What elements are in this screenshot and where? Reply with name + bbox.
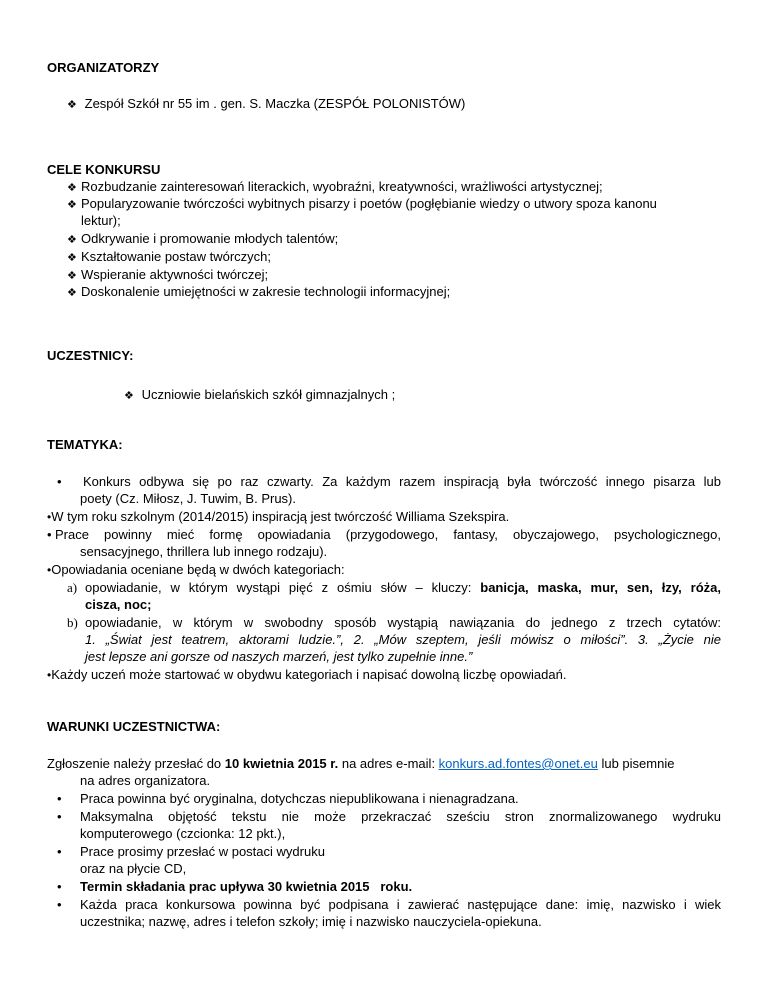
bullet-icon: •	[57, 879, 62, 894]
goals-heading: CELE KONKURSU	[47, 162, 161, 177]
topics-paragraph-3: Prace powinny mieć formę opowiadania (przygodowego, fantasy, obyczajowego, psychologicznego,	[55, 527, 721, 542]
bullet-icon: •	[47, 668, 52, 682]
participants-item: ❖ Uczniowie bielańskich szkół gimnazjalnych ;	[124, 386, 395, 405]
topics-paragraph-3-cont: sensacyjnego, thrillera lub innego rodzaju).	[80, 544, 328, 559]
diamond-bullet-icon: ❖	[67, 182, 77, 194]
conditions-item: Praca powinna być oryginalna, dotychczas niepublikowana i nienagradzana.	[80, 791, 519, 806]
goals-item: ❖ Wspieranie aktywności twórczej;	[67, 266, 268, 285]
goals-item: ❖ Doskonalenie umiejętności w zakresie technologii informacyjnej;	[67, 283, 450, 302]
conditions-item-cont: oraz na płycie CD,	[80, 861, 187, 876]
list-marker-a: a)	[67, 580, 78, 595]
topics-paragraph-2: •W tym roku szkolnym (2014/2015) inspiracją jest twórczość Williama Szekspira.	[47, 509, 510, 524]
topics-bullet-icon: •	[57, 474, 62, 489]
bullet-icon: •	[57, 791, 62, 806]
list-marker-b: b)	[67, 615, 78, 630]
diamond-bullet-icon: ❖	[67, 234, 77, 246]
conditions-item: Maksymalna objętość tekstu nie może przekraczać sześciu stron znormalizowanego wydruku	[80, 809, 721, 824]
conditions-intro: Zgłoszenie należy przesłać do 10 kwietnia 2015 r. na adres e-mail: konkurs.ad.fontes@onet.eu lub pisemnie	[47, 756, 675, 771]
diamond-bullet-icon: ❖	[67, 287, 77, 299]
topics-quote-line-2: jest lepsze ani gorsze od naszych marzeń, jest tylko zupełnie inne.”	[85, 649, 473, 664]
goals-item-continuation: lektur);	[81, 213, 121, 228]
diamond-bullet-icon: ❖	[67, 270, 77, 282]
bullet-icon: •	[57, 844, 62, 859]
email-link[interactable]: konkurs.ad.fontes@onet.eu	[438, 756, 598, 771]
topics-bullet-icon: •	[47, 527, 52, 542]
conditions-item: Prace prosimy przesłać w postaci wydruku	[80, 844, 325, 859]
goals-item: ❖ Popularyzowanie twórczości wybitnych pisarzy i poetów (pogłębianie wiedzy o utwory spoza kanonu	[67, 195, 657, 214]
diamond-bullet-icon: ❖	[67, 99, 77, 111]
conditions-item-cont: komputerowego (czcionka: 12 pkt.),	[80, 826, 286, 841]
conditions-intro-cont: na adres organizatora.	[80, 773, 211, 788]
goals-item: ❖ Kształtowanie postaw twórczych;	[67, 248, 271, 267]
topics-paragraph-5: •Każdy uczeń może startować w obydwu kategoriach i napisać dowolną liczbę opowiadań.	[47, 667, 567, 682]
bullet-icon: •	[47, 563, 52, 577]
topics-paragraph-1: Konkurs odbywa się po raz czwarty. Za każdym razem inspiracją była twórczość innego pisarza lub	[83, 474, 721, 489]
conditions-item: Każda praca konkursowa powinna być podpisana i zawierać następujące dane: imię, nazwisko i wiek	[80, 897, 721, 912]
conditions-heading: WARUNKI UCZESTNICTWA:	[47, 719, 221, 734]
goals-item: ❖ Odkrywanie i promowanie młodych talentów;	[67, 230, 338, 249]
organizers-heading: ORGANIZATORZY	[47, 60, 160, 75]
bullet-icon: •	[57, 897, 62, 912]
topics-heading: TEMATYKA:	[47, 437, 123, 452]
topics-category-a-cont: cisza, noc;	[85, 597, 152, 612]
topics-category-a: opowiadanie, w którym wystąpi pięć z ośmiu słów – kluczy: banicja, maska, mur, sen, łzy, róża,	[85, 580, 721, 595]
diamond-bullet-icon: ❖	[67, 252, 77, 264]
topics-category-b: opowiadanie, w którym w swobodny sposób wystąpią nawiązania do jednego z trzech cytatów:	[85, 615, 721, 630]
participants-heading: UCZESTNICY:	[47, 348, 134, 363]
topics-paragraph-4: •Opowiadania oceniane będą w dwóch kategoriach:	[47, 562, 345, 577]
goals-item: ❖ Rozbudzanie zainteresowań literackich, wyobraźni, kreatywności, wrażliwości artystycznej;	[67, 178, 603, 197]
diamond-bullet-icon: ❖	[124, 390, 134, 402]
bullet-icon: •	[57, 809, 62, 824]
topics-paragraph-1-cont: poety (Cz. Miłosz, J. Tuwim, B. Prus).	[80, 491, 296, 506]
conditions-deadline: Termin składania prac upływa 30 kwietnia 2015 roku.	[80, 879, 413, 894]
topics-quote-line-1: 1. „Świat jest teatrem, aktorami ludzie.”, 2. „Mów szeptem, jeśli mówisz o miłości”. 3. „Życie nie	[85, 632, 721, 647]
conditions-item-cont: uczestnika; nazwę, adres i telefon szkoły; imię i nazwisko nauczyciela-opiekuna.	[80, 914, 542, 929]
diamond-bullet-icon: ❖	[67, 199, 77, 211]
bullet-icon: •	[47, 510, 52, 524]
organizers-item: ❖ Zespół Szkół nr 55 im . gen. S. Maczka (ZESPÓŁ POLONISTÓW)	[67, 95, 465, 114]
